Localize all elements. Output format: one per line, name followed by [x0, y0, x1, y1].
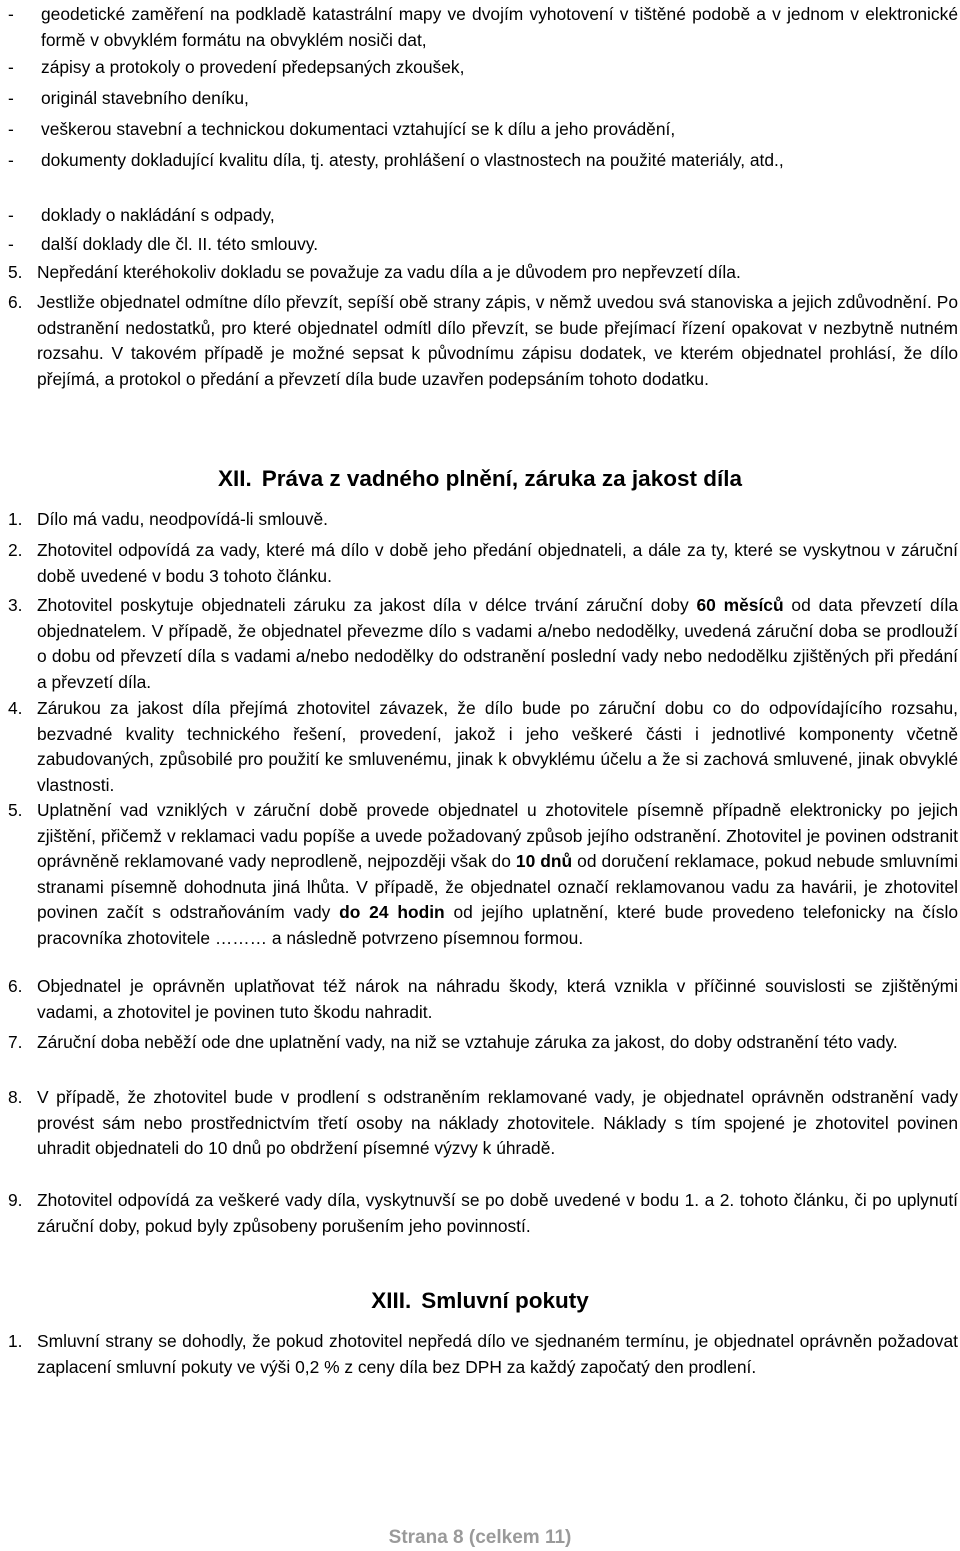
list-item-text: doklady o nakládání s odpady,	[41, 205, 275, 225]
item-number: 3.	[8, 595, 23, 615]
item-text: Zárukou za jakost díla přejímá zhotovitel závazek, že dílo bude po záruční dobu co do odpovídajícího rozsahu, bezvadné kvality technického řešení, provedení, jakož i jeho veškeré části i jednotlivé komponenty včetně zabudovaných, způsobilé pro použití ke smluvenému, jinak k obvyklému účelu a že si zachová smluvené, jinak obvyklé vlastnosti.	[37, 698, 958, 795]
item-number: 1.	[8, 509, 23, 529]
numbered-item	[8, 798, 958, 952]
list-item	[8, 117, 958, 143]
section-title: Smluvní pokuty	[421, 1288, 589, 1313]
item-number: 9.	[8, 1190, 23, 1210]
list-item	[8, 148, 958, 174]
item-number: 6.	[8, 292, 23, 312]
item-number: 5.	[8, 800, 23, 820]
numbered-item	[8, 290, 958, 392]
dash-marker: -	[8, 57, 14, 77]
emergency-deadline: do 24 hodin	[339, 902, 445, 923]
list-item-text: originál stavebního deníku,	[41, 88, 249, 108]
list-item-text: veškerou stavební a technickou dokumentaci vztahující se k dílu a jeho provádění,	[41, 119, 676, 139]
dash-marker: -	[8, 150, 14, 170]
numbered-item	[8, 696, 958, 798]
item-text: Nepředání kteréhokoliv dokladu se považuje za vadu díla a je důvodem pro nepřevzetí díla.	[37, 262, 741, 282]
list-item-text: zápisy a protokoly o provedení předepsaných zkoušek,	[41, 57, 465, 77]
item-text: V případě, že zhotovitel bude v prodlení s odstraněním reklamované vady, je objednatel oprávněn odstranění vady provést sám nebo prostřednictvím třetí osoby na náklady zhotovitele. Náklady s tím spojené je zhotovitel povinen uhradit objednateli do 10 dnů po obdržení písemné výzvy k úhradě.	[37, 1087, 958, 1159]
numbered-item	[8, 507, 958, 533]
item-number: 7.	[8, 1032, 23, 1052]
dash-marker: -	[8, 234, 14, 254]
item-text: Objednatel je oprávněn uplatňovat též nárok na náhradu škody, která vznikla v příčinné souvislosti se zjištěnými vadami, a zhotovitel je povinen tuto škodu nahradit.	[37, 976, 958, 1022]
item-number: 6.	[8, 976, 23, 996]
list-item	[8, 55, 958, 81]
item-text: Uplatnění vad vzniklých v záruční době provede objednatel u zhotovitele písemně případně elektronicky po jejich zjištění, přičemž v reklamaci vadu popíše a uvede požadovaný způsob jejího odstranění. Zhotovitel je povinen odstranit oprávněně reklamované vady neprodleně, nejpozději však do 10 dnů od doručení reklamace, pokud nebude smluvními stranami písemně dohodnuta jiná lhůta. V případě, že objednatel označí reklamovanou vadu za havárii, je zhotovitel povinen začít s odstraňováním vady do 24 hodin od jejího uplatnění, které bude provedeno telefonicky na číslo pracovníka zhotovitele ……… a následně potvrzeno písemnou formou.	[37, 800, 959, 948]
numbered-item	[8, 1329, 958, 1380]
list-item-text: geodetické zaměření na podkladě katastrální mapy ve dvojím vyhotovení v tištěné podobě a v jednom v elektronické formě v obvyklém formátu na obvyklém nosiči dat,	[41, 4, 958, 50]
item-text: Zhotovitel odpovídá za veškeré vady díla, vyskytnuvší se po době uvedené v bodu 1. a 2. tohoto článku, či po uplynutí záruční doby, pokud byly způsobeny porušením jeho povinností.	[37, 1190, 958, 1236]
page-footer: Strana 8 (celkem 11)	[388, 1527, 572, 1548]
list-item	[8, 2, 958, 53]
numbered-item	[8, 1188, 958, 1239]
list-item	[8, 232, 958, 258]
dash-marker: -	[8, 88, 14, 108]
item-number: 4.	[8, 698, 23, 718]
numbered-item	[8, 593, 958, 695]
section-number: XII.	[218, 466, 252, 491]
section-heading	[0, 1286, 960, 1316]
section-heading	[0, 464, 960, 494]
item-text: Smluvní strany se dohodly, že pokud zhotovitel nepředá dílo ve sjednaném termínu, je objednatel oprávněn požadovat zaplacení smluvní pokuty ve výši 0,2 % z ceny díla bez DPH za každý započatý den prodlení.	[37, 1331, 958, 1377]
warranty-period: 60 měsíců	[696, 595, 784, 615]
numbered-item	[8, 1085, 958, 1162]
item-text: Jestliže objednatel odmítne dílo převzít, sepíší obě strany zápis, v němž uvedou svá stanoviska a jejich zdůvodnění. Po odstranění nedostatků, pro které objednatel odmítl dílo převzít, se bude přejímací řízení opakovat v nezbytně nutném rozsahu. V takovém případě je možné sepsat k původnímu zápisu dodatek, ve kterém objednatel prohlásí, že dílo přejímá, a protokol o předání a převzetí díla bude uzavřen podepsáním tohoto dodatku.	[37, 292, 958, 389]
list-item	[8, 203, 958, 229]
list-item-text: další doklady dle čl. II. této smlouvy.	[41, 234, 319, 254]
dash-marker: -	[8, 205, 14, 225]
item-number: 2.	[8, 540, 23, 560]
item-number: 5.	[8, 262, 23, 282]
numbered-item	[8, 260, 958, 286]
section-title: Práva z vadného plnění, záruka za jakost díla	[261, 466, 742, 491]
item-text: Dílo má vadu, neodpovídá-li smlouvě.	[37, 509, 328, 529]
section-number: XIII.	[371, 1288, 412, 1313]
numbered-item	[8, 974, 958, 1025]
item-text: Zhotovitel poskytuje objednateli záruku za jakost díla v délce trvání záruční doby 60 měsíců od data převzetí díla objednatelem. V případě, že objednatel převezme dílo s vadami a/nebo nedodělky, uvedená záruční doba se prodlouží o dobu od převzetí díla s vadami a/nebo nedodělky do odstranění poslední vady nebo nedodělku zjištěných při předání a převzetí díla.	[37, 595, 959, 692]
item-text: Zhotovitel odpovídá za vady, které má dílo v době jeho předání objednateli, a dále za ty, které se vyskytnou v záruční době uvedené v bodu 3 tohoto článku.	[37, 540, 958, 586]
item-text: Záruční doba neběží ode dne uplatnění vady, na niž se vztahuje záruka za jakost, do doby odstranění této vady.	[37, 1032, 898, 1052]
list-item-text: dokumenty dokladující kvalitu díla, tj. atesty, prohlášení o vlastnostech na použité materiály, atd.,	[41, 150, 784, 170]
dash-marker: -	[8, 119, 14, 139]
repair-deadline: 10 dnů	[515, 851, 573, 872]
numbered-item	[8, 1030, 958, 1056]
numbered-item	[8, 538, 958, 589]
item-number: 1.	[8, 1331, 23, 1351]
list-item	[8, 86, 958, 112]
item-number: 8.	[8, 1087, 23, 1107]
dash-marker: -	[8, 4, 14, 24]
